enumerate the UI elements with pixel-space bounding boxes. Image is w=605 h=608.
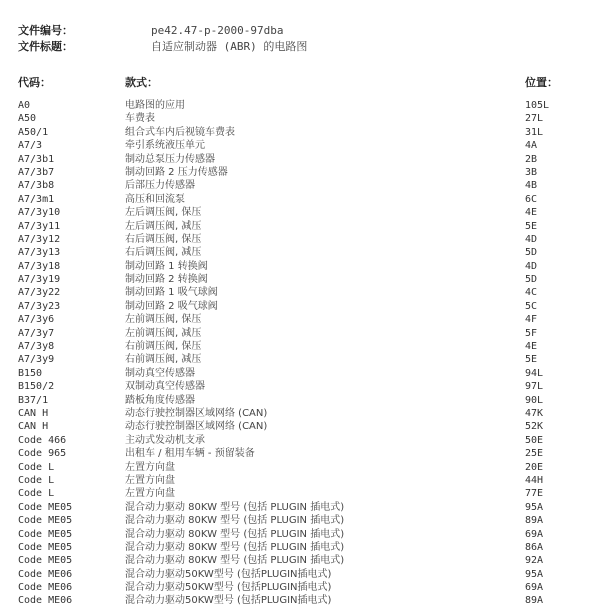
row-code: A7/3y22	[18, 287, 61, 299]
table-row	[0, 568, 605, 581]
row-pos: 77E	[525, 488, 544, 500]
row-pos: 6C	[525, 193, 538, 205]
row-desc: 出租车 / 租用车辆 - 预留装备	[125, 448, 255, 460]
row-code: Code L	[18, 461, 55, 473]
row-desc: 混合动力驱动 80KW 型号 (包括 PLUGIN 插电式)	[125, 541, 345, 553]
row-pos: 92A	[525, 555, 544, 567]
table-row	[0, 581, 605, 594]
table-row	[0, 380, 605, 393]
table-row	[0, 501, 605, 514]
row-code: Code ME06	[18, 568, 73, 580]
row-desc: 混合动力驱动50KW型号 (包括PLUGIN插电式)	[125, 582, 332, 594]
row-pos: 4E	[525, 341, 538, 353]
row-desc: 踏板角度传感器	[125, 394, 195, 406]
row-pos: 69A	[525, 528, 544, 540]
row-pos: 2B	[525, 153, 538, 165]
row-pos: 89A	[525, 595, 544, 607]
row-code: B37/1	[18, 394, 49, 406]
row-desc: 牵引系统液压单元	[125, 140, 205, 152]
row-code: Code 965	[18, 448, 67, 460]
row-pos: 20E	[525, 461, 544, 473]
row-pos: 5D	[525, 247, 538, 259]
table-row	[0, 594, 605, 607]
row-code: A7/3y9	[18, 354, 55, 366]
row-pos: 4A	[525, 140, 538, 152]
row-code: Code ME05	[18, 555, 73, 567]
row-pos: 94L	[525, 367, 544, 379]
row-pos: 90L	[525, 394, 544, 406]
row-pos: 4E	[525, 207, 538, 219]
row-desc: 电路图的应用	[125, 100, 185, 111]
table-row	[0, 300, 605, 313]
row-desc: 制动回路 2 吸气球阀	[125, 300, 218, 312]
table-row	[0, 99, 605, 112]
header-pos: 位置：	[525, 76, 558, 89]
table-row	[0, 420, 605, 433]
row-code: A7/3	[18, 140, 43, 152]
row-desc: 右后调压阀, 减压	[125, 247, 202, 259]
row-code: A7/3y12	[18, 233, 61, 245]
table-row	[0, 193, 605, 206]
row-code: Code ME06	[18, 595, 73, 607]
table-row	[0, 541, 605, 554]
table-row	[0, 313, 605, 326]
table-row	[0, 447, 605, 460]
row-code: CAN H	[18, 421, 49, 433]
doc-title-value: 自适应制动器 (ABR) 的电路图	[151, 40, 308, 53]
row-pos: 44H	[525, 474, 544, 486]
row-pos: 5C	[525, 300, 538, 312]
table-row	[0, 327, 605, 340]
row-code: Code ME05	[18, 528, 73, 540]
table-row	[0, 179, 605, 192]
row-pos: 4B	[525, 180, 538, 192]
row-desc: 制动回路 1 转换阀	[125, 260, 208, 272]
row-desc: 制动真空传感器	[125, 367, 195, 379]
row-pos: 50E	[525, 434, 544, 446]
row-pos: 95A	[525, 568, 544, 580]
row-desc: 混合动力驱动 80KW 型号 (包括 PLUGIN 插电式)	[125, 528, 345, 540]
table-row	[0, 474, 605, 487]
row-code: Code ME05	[18, 541, 73, 553]
row-code: Code ME06	[18, 582, 73, 594]
row-pos: 95A	[525, 501, 544, 513]
row-pos: 5E	[525, 220, 538, 232]
table-row	[0, 112, 605, 125]
row-pos: 4D	[525, 233, 538, 245]
row-desc: 混合动力驱动50KW型号 (包括PLUGIN插电式)	[125, 568, 332, 580]
row-pos: 25E	[525, 448, 544, 460]
row-code: A0	[18, 100, 31, 111]
row-desc: 左前调压阀, 减压	[125, 327, 202, 339]
row-code: B150/2	[18, 381, 55, 393]
table-row	[0, 461, 605, 474]
table-row	[0, 407, 605, 420]
table-row	[0, 273, 605, 286]
table-row	[0, 126, 605, 139]
header-code: 代码：	[18, 76, 51, 89]
row-code: Code L	[18, 488, 55, 500]
row-code: A7/3b8	[18, 180, 55, 192]
row-code: B150	[18, 367, 43, 379]
row-pos: 5D	[525, 274, 538, 286]
row-code: A7/3b1	[18, 153, 55, 165]
row-desc: 左后调压阀, 保压	[125, 207, 202, 219]
row-code: A7/3y19	[18, 274, 61, 286]
row-desc: 动态行驶控制器区域网络 (CAN)	[125, 407, 268, 419]
row-pos: 47K	[525, 407, 544, 419]
row-pos: 52K	[525, 421, 544, 433]
row-desc: 组合式车内后视镜车费表	[125, 126, 235, 138]
row-desc: 双制动真空传感器	[125, 381, 205, 393]
row-desc: 制动总泵压力传感器	[125, 153, 215, 165]
row-code: Code 466	[18, 434, 67, 446]
row-desc: 制动回路 2 转换阀	[125, 274, 208, 286]
row-pos: 5F	[525, 327, 538, 339]
row-desc: 左前调压阀, 保压	[125, 314, 202, 326]
table-row	[0, 260, 605, 273]
table-row	[0, 153, 605, 166]
row-desc: 混合动力驱动 80KW 型号 (包括 PLUGIN 插电式)	[125, 515, 345, 527]
table-header	[0, 74, 605, 90]
row-pos: 27L	[525, 113, 544, 125]
table-row	[0, 340, 605, 353]
row-code: A7/3y13	[18, 247, 61, 259]
row-desc: 左置方向盘	[125, 474, 175, 486]
row-code: A7/3y11	[18, 220, 61, 232]
table-row	[0, 528, 605, 541]
row-desc: 混合动力驱动 80KW 型号 (包括 PLUGIN 插电式)	[125, 501, 345, 513]
row-code: A7/3y6	[18, 314, 55, 326]
row-code: A50/1	[18, 126, 49, 138]
row-desc: 制动回路 2 压力传感器	[125, 166, 228, 178]
row-desc: 后部压力传感器	[125, 180, 195, 192]
table-row	[0, 434, 605, 447]
row-pos: 97L	[525, 381, 544, 393]
row-desc: 高压和回流泵	[125, 193, 185, 205]
table-row	[0, 554, 605, 567]
row-desc: 左后调压阀, 减压	[125, 220, 202, 232]
doc-number-value: pe42.47-p-2000-97dba	[151, 24, 284, 37]
table-row	[0, 233, 605, 246]
row-pos: 105L	[525, 100, 550, 111]
row-desc: 主动式发动机支承	[125, 434, 205, 446]
table-row	[0, 353, 605, 366]
table-row	[0, 246, 605, 259]
row-desc: 制动回路 1 吸气球阀	[125, 287, 218, 299]
row-desc: 右前调压阀, 减压	[125, 354, 202, 366]
row-desc: 右后调压阀, 保压	[125, 233, 202, 245]
row-code: A7/3y10	[18, 207, 61, 219]
row-desc: 左置方向盘	[125, 461, 175, 473]
table-row	[0, 206, 605, 219]
row-pos: 4C	[525, 287, 538, 299]
row-desc: 车费表	[125, 113, 155, 125]
row-desc: 右前调压阀, 保压	[125, 341, 202, 353]
row-code: A7/3y7	[18, 327, 55, 339]
table-body	[0, 99, 605, 608]
row-code: A7/3y18	[18, 260, 61, 272]
row-code: Code ME05	[18, 515, 73, 527]
row-pos: 4F	[525, 314, 538, 326]
row-code: CAN H	[18, 407, 49, 419]
table-row	[0, 166, 605, 179]
row-code: Code L	[18, 474, 55, 486]
row-pos: 89A	[525, 515, 544, 527]
table-row	[0, 286, 605, 299]
row-code: A7/3b7	[18, 166, 55, 178]
table-row	[0, 220, 605, 233]
row-pos: 69A	[525, 582, 544, 594]
table-row	[0, 514, 605, 527]
row-pos: 5E	[525, 354, 538, 366]
row-pos: 31L	[525, 126, 544, 138]
row-code: A7/3y23	[18, 300, 61, 312]
row-code: A50	[18, 113, 37, 125]
table-row	[0, 394, 605, 407]
table-row	[0, 487, 605, 500]
row-desc: 动态行驶控制器区域网络 (CAN)	[125, 421, 268, 433]
row-code: A7/3y8	[18, 341, 55, 353]
table-row	[0, 367, 605, 380]
table-row	[0, 139, 605, 152]
row-desc: 左置方向盘	[125, 488, 175, 500]
row-pos: 86A	[525, 541, 544, 553]
row-desc: 混合动力驱动50KW型号 (包括PLUGIN插电式)	[125, 595, 332, 607]
row-code: A7/3m1	[18, 193, 55, 205]
doc-title-label: 文件标题：	[18, 40, 73, 53]
row-pos: 3B	[525, 166, 538, 178]
row-code: Code ME05	[18, 501, 73, 513]
row-pos: 4D	[525, 260, 538, 272]
row-desc: 混合动力驱动 80KW 型号 (包括 PLUGIN 插电式)	[125, 555, 345, 567]
header-desc: 款式：	[125, 76, 158, 89]
doc-number-label: 文件编号：	[18, 24, 73, 37]
